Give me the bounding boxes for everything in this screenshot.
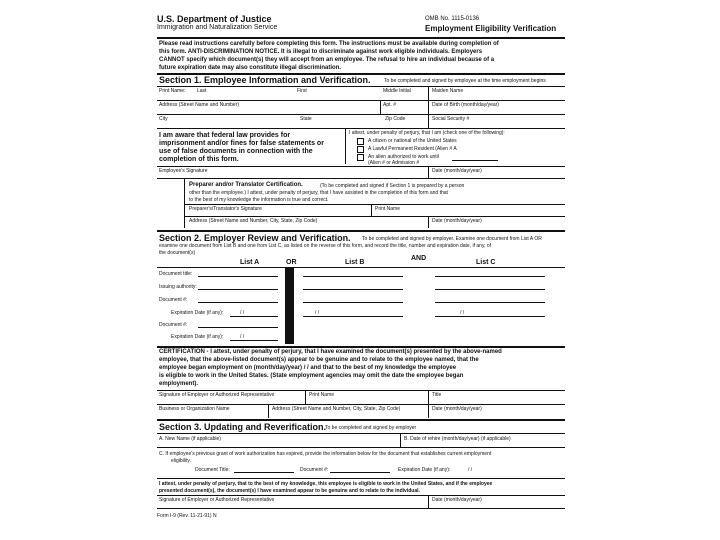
resident-option-label: A Lawful Permanent Resident (Alien # A bbox=[368, 146, 457, 152]
expiration-date-slashes: / / bbox=[240, 334, 245, 340]
dob-label: Date of Birth (month/day/year) bbox=[432, 102, 499, 108]
alien-checkbox[interactable] bbox=[357, 154, 364, 161]
business-name-label: Business or Organization Name bbox=[159, 406, 230, 412]
expiration-date-2-label: Expiration Date (if any): bbox=[171, 334, 224, 340]
employee-date-label: Date (month/day/year) bbox=[432, 168, 482, 174]
business-address-label: Address (Street Name and Number, City, State, Zip Code) bbox=[272, 406, 401, 412]
middle-initial-label: Middle Initial bbox=[383, 88, 411, 94]
document-number-label: Document #: bbox=[159, 297, 188, 303]
expiration-date-slashes: / / bbox=[460, 310, 465, 316]
rehire-date-label: B. Date of rehire (month/day/year) (if applicable) bbox=[404, 436, 511, 442]
aware-text: use of false documents in connection with the bbox=[159, 148, 313, 155]
section3-attest-text: presented document(s), the document(s) I have examined appear to be genuine and to relate to the individual. bbox=[159, 488, 420, 494]
section3-signature-label: Signature of Employer or Authorized Representative bbox=[159, 497, 275, 503]
city-label: City bbox=[159, 116, 168, 122]
aware-text: I am aware that federal law provides for bbox=[159, 132, 291, 139]
preparer-text: (To be completed and signed if Section 1 is prepared by a person bbox=[320, 183, 465, 189]
attest-text: I attest, under penalty of perjury, that I am (check one of the following): bbox=[349, 130, 505, 136]
citizen-option-label: A citizen or national of the United States bbox=[368, 138, 457, 144]
alien-option-label: An alien authorized to work until bbox=[368, 154, 439, 160]
certification-text: employee, that the above-listed document(s) appear to be genuine and to relate to the employee named, that the bbox=[159, 357, 479, 363]
citizen-checkbox[interactable] bbox=[357, 138, 364, 145]
issuing-authority-label: Issuing authority: bbox=[159, 284, 197, 290]
employee-signature-label: Employee's Signature bbox=[159, 168, 208, 174]
instructions-line: CANNOT specify which document(s) they will accept from an employee. The refusal to hire an individual because of a bbox=[159, 57, 495, 63]
section3-date-label: Date (month/day/year) bbox=[432, 497, 482, 503]
employer-signature-label: Signature of Employer or Authorized Representative bbox=[159, 392, 275, 398]
instructions-line: Please read instructions carefully before completing this form. The instructions must be available during completion of bbox=[159, 41, 499, 47]
reverification-text: eligibility. bbox=[171, 458, 191, 464]
maiden-name-label: Maiden Name bbox=[432, 88, 464, 94]
document-number-2-label: Document #: bbox=[159, 322, 188, 328]
last-name-label: Last bbox=[197, 88, 207, 94]
new-name-label: A. New Name (if applicable) bbox=[159, 436, 221, 442]
service-name: Immigration and Naturalization Service bbox=[157, 24, 278, 31]
list-a-header: List A bbox=[240, 259, 260, 266]
apt-label: Apt. # bbox=[383, 102, 397, 108]
expiration-date-label: Expiration Date (if any): bbox=[398, 467, 451, 473]
certification-text: employee began employment on (month/day/year) / / and that to the best of my knowledge the employee bbox=[159, 365, 457, 371]
certification-text: CERTIFICATION - I attest, under penalty of perjury, that I have examined the document(s) presented by the above-named bbox=[159, 349, 502, 355]
document-title-label: Document Title: bbox=[195, 467, 230, 473]
expiration-date-slashes: / / bbox=[468, 467, 473, 473]
address-label: Address (Street Name and Number) bbox=[159, 102, 240, 108]
section3-title: Section 3. Updating and Reverification. bbox=[159, 422, 327, 432]
and-label: AND bbox=[411, 255, 427, 262]
instructions-line: future expiration date may also constitute illegal discrimination. bbox=[159, 65, 342, 71]
aware-text: imprisonment and/or fines for false statements or bbox=[159, 140, 324, 147]
section2-subtitle: the document(s) bbox=[159, 250, 196, 256]
resident-checkbox[interactable] bbox=[357, 146, 364, 153]
reverification-text: C. If employee's previous grant of work authorization has expired, provide the information below for the document that establishes current employment bbox=[159, 451, 492, 457]
expiration-date-slashes: / / bbox=[315, 310, 320, 316]
certification-text: is eligible to work in the United States. (State employment agencies may omit the date the employee began bbox=[159, 373, 464, 379]
ssn-label: Social Security # bbox=[432, 116, 470, 122]
preparer-text: other than the employee.) I attest, under penalty of perjury, that I have assisted in the completion of this form and that bbox=[189, 190, 448, 196]
section3-subtitle: To be completed and signed by employer bbox=[325, 425, 417, 431]
header-rule bbox=[157, 37, 565, 39]
agency-name: U.S. Department of Justice bbox=[157, 14, 272, 24]
expiration-date-slashes: / / bbox=[240, 310, 245, 316]
state-label: State bbox=[300, 116, 312, 122]
or-divider-bar bbox=[285, 268, 294, 344]
section2-subtitle: examine one document from List B and one from List C, as listed on the reverse of this form, and record the title, number and expiration date, if any, of bbox=[159, 243, 492, 249]
first-name-label: First bbox=[297, 88, 307, 94]
preparer-date-label: Date (month/day/year) bbox=[432, 218, 482, 224]
document-number-label: Document #: bbox=[300, 467, 329, 473]
preparer-address-label: Address (Street Name and Number, City, State, Zip Code) bbox=[189, 218, 318, 224]
expiration-date-label: Expiration Date (if any): bbox=[171, 310, 224, 316]
section1-subtitle: To be completed and signed by employee at the time employment begins bbox=[384, 78, 546, 84]
list-c-header: List C bbox=[476, 259, 496, 266]
section2-subtitle: To be completed and signed by employer. Examine one document from List A OR bbox=[362, 236, 542, 242]
alien-number-label: (Alien # or Admission # bbox=[368, 160, 420, 166]
list-b-header: List B bbox=[345, 259, 365, 266]
form-title: Employment Eligibility Verification bbox=[425, 24, 557, 33]
print-name-label: Print Name: bbox=[159, 88, 186, 94]
business-date-label: Date (month/day/year) bbox=[432, 406, 482, 412]
instructions-line: this form. ANTI-DISCRIMINATION NOTICE. It is illegal to discriminate against work eligible individuals. Employers bbox=[159, 49, 483, 55]
or-label: OR bbox=[286, 259, 297, 266]
document-title-label: Document title: bbox=[159, 271, 193, 277]
preparer-title: Preparer and/or Translator Certification. bbox=[189, 182, 303, 188]
employer-title-label: Title bbox=[432, 392, 442, 398]
omb-number: OMB No. 1115-0136 bbox=[425, 16, 480, 22]
preparer-text: to the best of my knowledge the information is true and correct. bbox=[189, 197, 329, 203]
section2-title: Section 2. Employer Review and Verification. bbox=[159, 233, 351, 243]
section1-title: Section 1. Employee Information and Verification. bbox=[159, 75, 371, 85]
section3-attest-text: I attest, under penalty of perjury, that to the best of my knowledge, this employee is eligible to work in the United States, and if the employee bbox=[159, 481, 493, 487]
zip-label: Zip Code bbox=[385, 116, 406, 122]
aware-text: completion of this form. bbox=[159, 156, 239, 163]
preparer-signature-label: Preparer's/Translator's Signature bbox=[189, 206, 262, 212]
preparer-print-name-label: Print Name bbox=[375, 206, 401, 212]
form-id: Form I-9 (Rev. 11-21-91) N bbox=[157, 513, 217, 519]
employer-print-name-label: Print Name bbox=[309, 392, 335, 398]
certification-text: employment). bbox=[159, 381, 199, 387]
